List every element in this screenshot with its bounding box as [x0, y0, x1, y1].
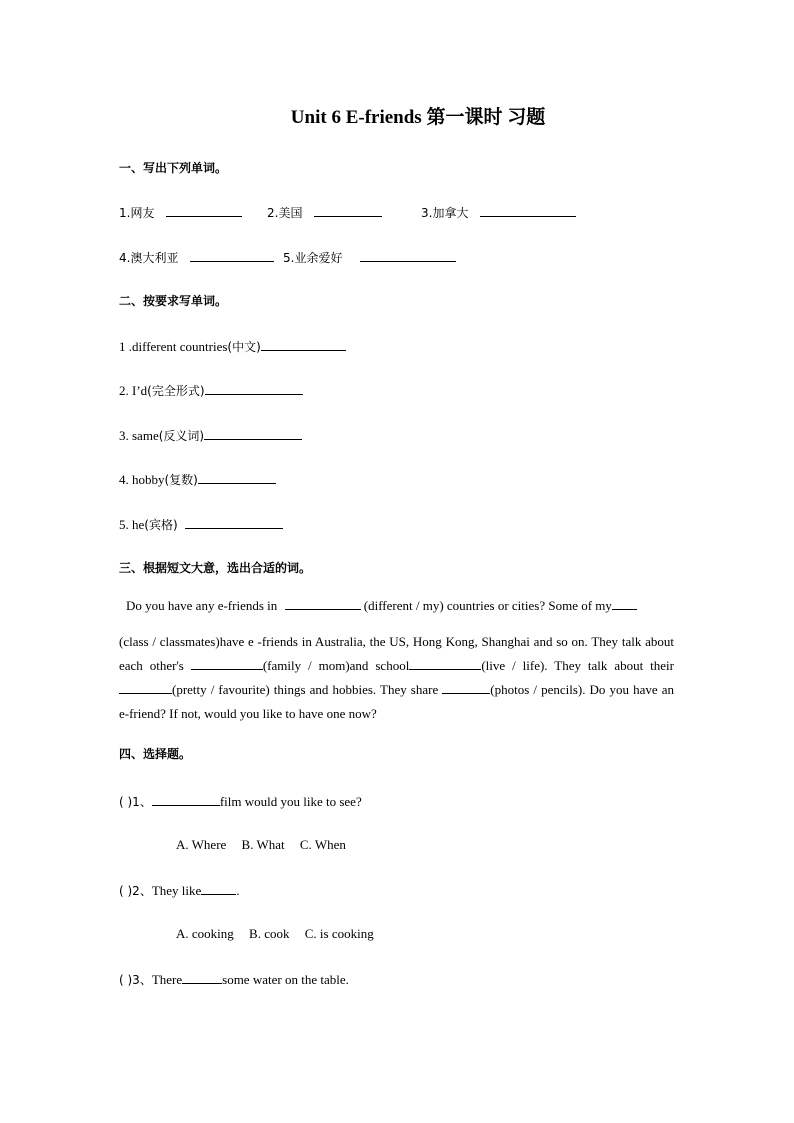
s1-item-2-blank[interactable] [314, 204, 382, 217]
q3-text-pre: There [151, 972, 183, 987]
s2-item-5-hint: (宾格) [144, 518, 182, 532]
s1-item-5 [283, 249, 456, 266]
s2-item-1-hint: (中文) [227, 340, 261, 354]
s3-paragraph [119, 630, 674, 726]
q2-blank[interactable] [201, 882, 236, 895]
s3-text-6: (pretty / favourite) things and hobbies. They share [172, 682, 443, 697]
q1-option-b[interactable]: B. What [241, 837, 285, 852]
q1-blank[interactable] [152, 793, 220, 806]
q3-blank[interactable] [182, 971, 222, 984]
s2-item-2-hint: (完全形式) [147, 384, 205, 398]
section2-heading: 二、按要求写单词。 [119, 294, 228, 308]
s3-text-4: (family / mom)and school [262, 658, 410, 673]
s2-item-5-text: 5. he [119, 517, 145, 532]
s1-item-3-label: 3.加拿大 [421, 206, 469, 220]
s1-item-1-blank[interactable] [166, 204, 242, 217]
s3-text-1: Do you have any e-friends in [126, 598, 281, 613]
s2-item-3-blank[interactable] [204, 427, 302, 440]
q2-option-b[interactable]: B. cook [249, 926, 290, 941]
s1-item-5-label: 5.业余爱好 [283, 251, 343, 265]
q2-text-pre: They like [151, 883, 202, 898]
s2-item-2 [119, 382, 303, 399]
s1-item-1 [119, 204, 242, 221]
s3-text-5: (live / life). They talk about their [481, 658, 674, 673]
s2-item-1-blank[interactable] [261, 338, 346, 351]
s1-item-2 [267, 204, 382, 221]
s2-item-1 [119, 338, 346, 355]
s2-item-1-text: 1 .different countries [119, 339, 228, 354]
s1-item-3 [421, 204, 576, 221]
s1-item-5-blank[interactable] [360, 249, 456, 262]
s3-blank-1[interactable] [285, 597, 361, 610]
s3-text-2: (different / my) countries or cities? Some of my [360, 598, 612, 613]
s3-blank-3[interactable] [191, 657, 263, 670]
s3-first-line [126, 597, 637, 614]
s2-item-4-hint: (复数) [164, 473, 198, 487]
s3-text-7: (photos / pencils). Do you have an e-friend? If not, would you like to have one now? [119, 682, 674, 721]
s2-item-3-text: 3. same [119, 428, 159, 443]
s2-item-2-blank[interactable] [205, 382, 303, 395]
s1-item-3-blank[interactable] [480, 204, 576, 217]
q1-options [176, 837, 358, 853]
s3-blank-4[interactable] [409, 657, 481, 670]
s1-item-4 [119, 249, 274, 266]
s3-blank-2[interactable] [612, 597, 637, 610]
q1-number: ( )1、 [119, 795, 152, 809]
section4-heading: 四、选择题。 [119, 747, 192, 761]
s1-item-4-blank[interactable] [190, 249, 274, 262]
section1-heading: 一、写出下列单词。 [119, 161, 228, 175]
s2-item-4-text: 4. hobby [119, 472, 165, 487]
s2-item-4-blank[interactable] [198, 471, 276, 484]
s3-text-3: (class / classmates)have e -friends in Australia, the US, Hong Kong, Shanghai and so on. They talk about each other's [119, 634, 674, 673]
q2-options [176, 926, 386, 942]
q2-text-post: . [236, 883, 240, 898]
s3-blank-6[interactable] [442, 681, 490, 694]
section3-heading: 三、根据短文大意，选出合适的词。 [119, 561, 312, 575]
q2-option-c[interactable]: C. is cooking [304, 926, 374, 941]
s3-blank-5[interactable] [119, 681, 172, 694]
q3-number: ( )3、 [119, 973, 152, 987]
q1-text-post: film would you like to see? [219, 794, 362, 809]
q2 [119, 882, 240, 899]
q1-option-c[interactable]: C. When [299, 837, 346, 852]
s1-item-4-label: 4.澳大利亚 [119, 251, 179, 265]
page-title: Unit 6 E-friends 第一课时 习题 [290, 107, 546, 128]
q1 [119, 793, 362, 810]
s2-item-4 [119, 471, 276, 488]
q3 [119, 971, 349, 988]
q2-option-a[interactable]: A. cooking [176, 926, 234, 941]
q3-text-post: some water on the table. [222, 972, 349, 987]
q1-option-a[interactable]: A. Where [176, 837, 227, 852]
s2-item-3 [119, 427, 302, 444]
q2-number: ( )2、 [119, 884, 152, 898]
s1-item-1-label: 1.网友 [119, 206, 155, 220]
s2-item-5-blank[interactable] [185, 516, 283, 529]
s1-item-2-label: 2.美国 [267, 206, 303, 220]
s2-item-2-text: 2. I’d [119, 383, 148, 398]
s2-item-3-hint: (反义词) [158, 429, 205, 443]
s2-item-5 [119, 516, 283, 533]
